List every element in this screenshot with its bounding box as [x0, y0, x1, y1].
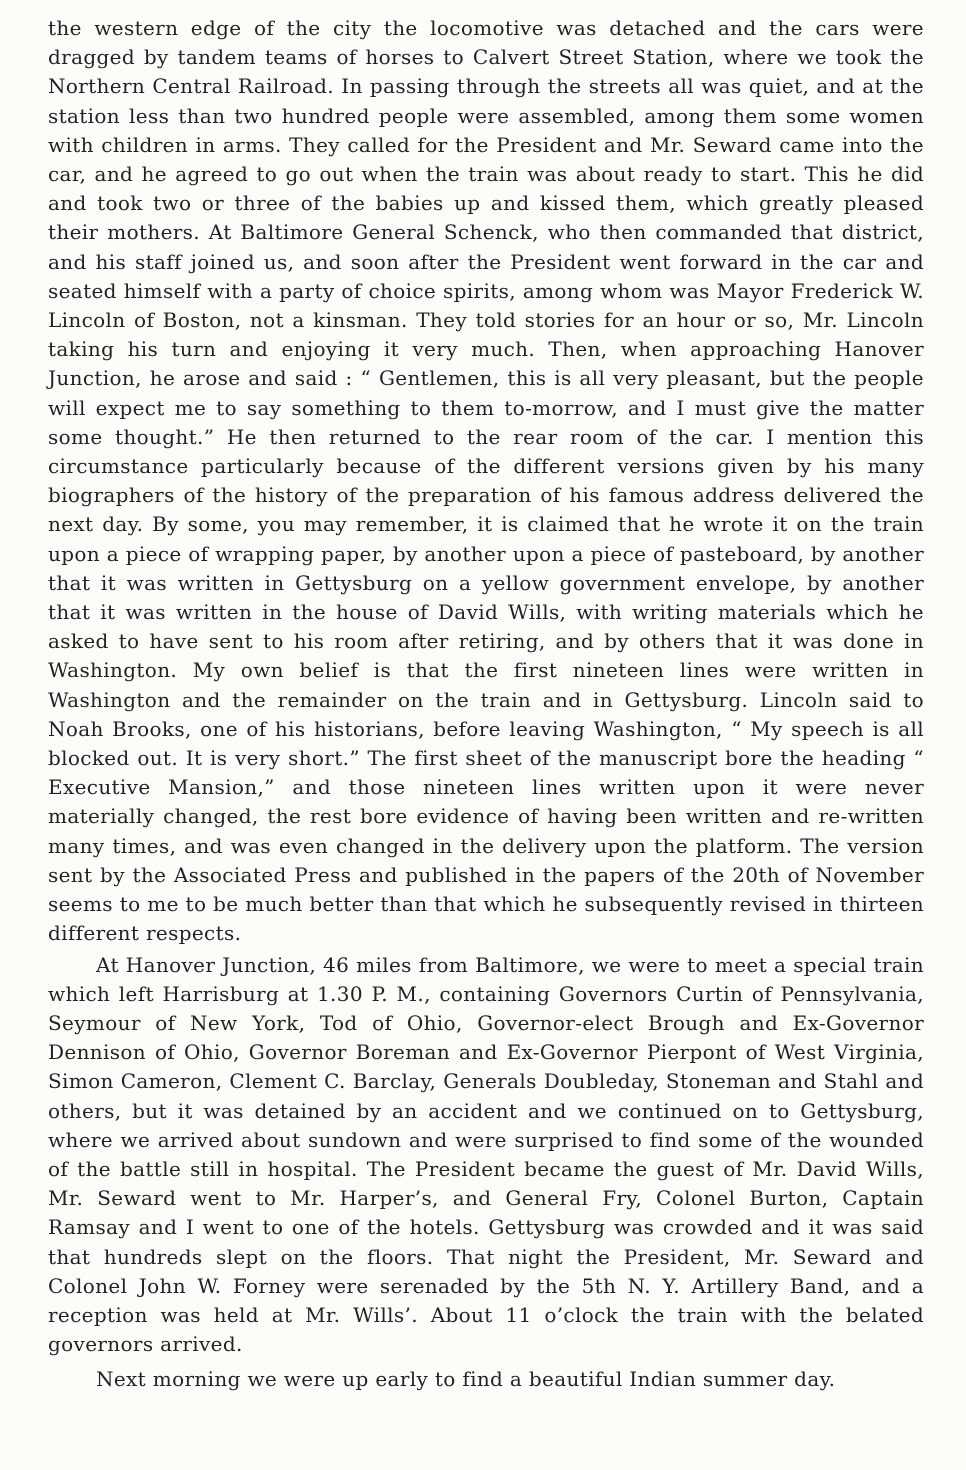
paragraph-next-morning: Next morning we were up early to find a beautiful Indian summer day.	[96, 1367, 836, 1392]
paragraph-continued: the western edge of the city the locomotive was detached and the cars were dragged by tandem teams of horses to Calvert Street Station, where we took the Northern Central Railroad. In passing through the streets all was quiet, and at the station less than two hundred people were assembled, among them some women with children in arms. They called for the President and Mr. Seward came into the car, and he agreed to go out when the train was about ready to start. This he did and took two or three of the babies up and kissed them, which greatly pleased their mothers. At Baltimore General Schenck, who then commanded that district, and his staff joined us, and soon after the President went forward in the car and seated himself with a party of choice spirits, among whom was Mayor Frederick W. Lincoln of Boston, not a kinsman. They told stories for an hour or so, Mr. Lincoln taking his turn and enjoying it very much. Then, when approaching Hanover Junction, he arose and said : “ Gentlemen, this is all very pleasant, but the people will expect me to say something to them to-morrow, and I must give the matter some thought.” He then returned to the rear room of the car. I mention this circumstance particularly because of the different versions given by his many biographers of the history of the preparation of his famous address delivered the next day. By some, you may remember, it is claimed that he wrote it on the train upon a piece of wrapping paper, by another upon a piece of pasteboard, by another that it was written in Gettysburg on a yellow government envelope, by another that it was written in the house of David Wills, with writing materials which he asked to have sent to his room after retiring, and by others that it was done in Washington. My own belief is that the first nineteen lines were written in Washington and the remainder on the train and in Gettysburg. Lincoln said to Noah Brooks, one of his historians, before leaving Washington, “ My speech is all blocked out. It is very short.” The first sheet of the manuscript bore the heading “ Executive Mansion,” and those nineteen lines written upon it were never materially changed, the rest bore evidence of having been written and re-written many times, and was even changed in the delivery upon the platform. The version sent by the Associated Press and published in the papers of the 20th of November seems to me to be much better than that which he subsequently revised in thirteen different respects.	[48, 16, 924, 946]
paragraph-hanover-junction: At Hanover Junction, 46 miles from Baltimore, we were to meet a special train which left Harrisburg at 1.30 P. M., containing Governors Curtin of Pennsylvania, Seymour of New York, Tod of Ohio, Governor-elect Brough and Ex-Governor Dennison of Ohio, Governor Boreman and Ex-Governor Pierpont of West Virginia, Simon Cameron, Clement C. Barclay, Generals Doubleday, Stoneman and Stahl and others, but it was detained by an accident and we continued on to Gettysburg, where we arrived about sundown and were surprised to find some of the wounded of the battle still in hospital. The President became the guest of Mr. David Wills, Mr. Seward went to Mr. Harper’s, and General Fry, Colonel Burton, Captain Ramsay and I went to one of the hotels. Gettysburg was crowded and it was said that hundreds slept on the floors. That night the President, Mr. Seward and Colonel John W. Forney were serenaded by the 5th N. Y. Artillery Band, and a reception was held at Mr. Wills’. About 11 o’clock the train with the belated governors arrived.	[48, 952, 924, 1357]
